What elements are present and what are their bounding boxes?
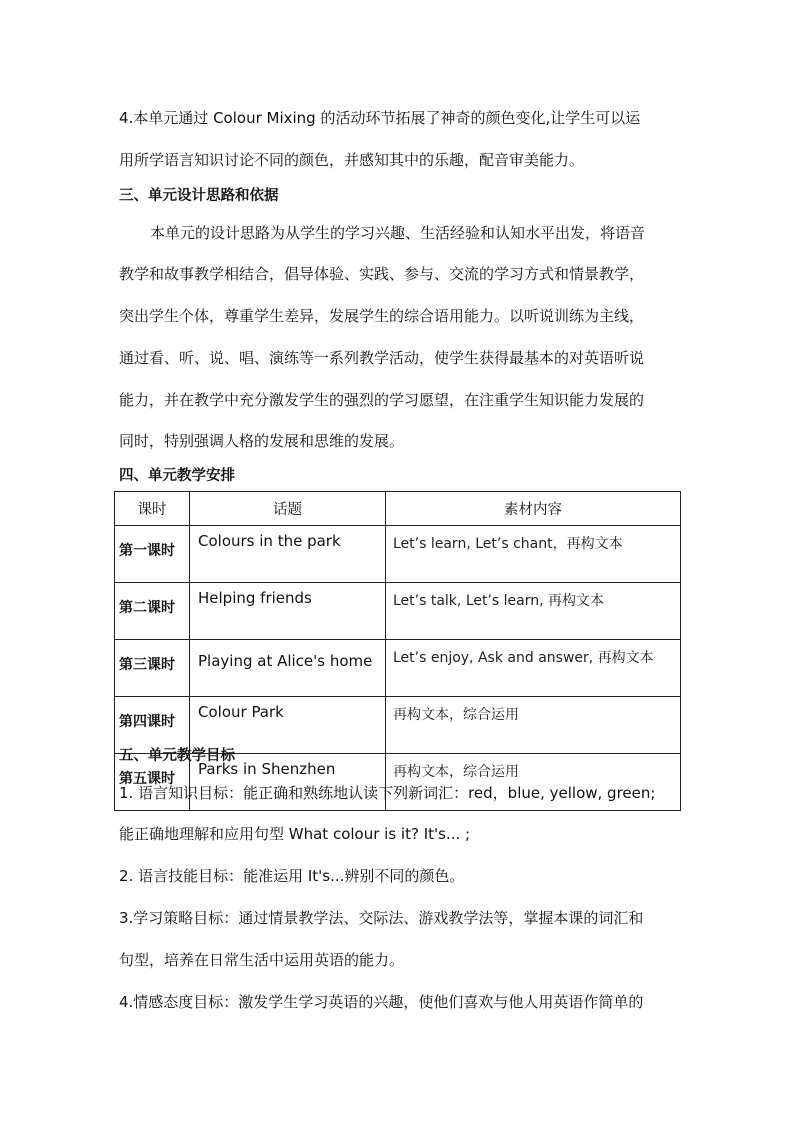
section-5-heading: 五、单元教学目标: [119, 748, 235, 764]
section-5-line-5: 句型，培养在日常生活中运用英语的能力。: [119, 951, 405, 969]
cell-material: 再构文本，综合运用: [386, 754, 681, 811]
cell-period: 第五课时: [115, 754, 190, 811]
cell-topic: Colour Park: [190, 697, 386, 754]
cell-topic: Colours in the park: [190, 526, 386, 583]
cell-material: Let’s learn, Let’s chant，再构文本: [386, 526, 681, 583]
cell-period: 第四课时: [115, 697, 190, 754]
section-5-line-2: 能正确地理解和应用句型 What colour is it? It's... ;: [119, 825, 471, 843]
section-5-line-6: 4.情感态度目标：激发学生学习英语的兴趣，使他们喜欢与他人用英语作简单的: [119, 993, 644, 1011]
cell-topic: Parks in Shenzhen: [190, 754, 386, 811]
table-header-row: [115, 492, 681, 526]
paragraph-4-line-1: 4.本单元通过 Colour Mixing 的活动环节拓展了神奇的颜色变化,让学生可以运: [119, 109, 641, 127]
section-3-line-1: 本单元的设计思路为从学生的学习兴趣、生活经验和认知水平出发，将语音: [150, 224, 646, 242]
table-row: [115, 583, 681, 640]
cell-topic: Playing at Alice's home: [190, 640, 386, 697]
section-4-heading: 四、单元教学安排: [119, 468, 235, 484]
header-material: 素材内容: [386, 492, 681, 526]
table-row: [115, 640, 681, 697]
section-5-line-1: 1. 语言知识目标：能正确和熟练地认读下列新词汇：red，blue, yellow, green;: [119, 784, 656, 802]
section-5-line-4: 3.学习策略目标：通过情景教学法、交际法、游戏教学法等，掌握本课的词汇和: [119, 909, 644, 927]
cell-topic: Helping friends: [190, 583, 386, 640]
section-5-line-3: 2. 语言技能目标：能准运用 It's...辨别不同的颜色。: [119, 867, 465, 885]
section-3-line-6: 同时，特别强调人格的发展和思维的发展。: [119, 432, 405, 450]
header-topic: 话题: [190, 492, 386, 526]
cell-period: 第三课时: [115, 640, 190, 697]
table-row: [115, 526, 681, 583]
cell-material: Let’s talk, Let’s learn, 再构文本: [386, 583, 681, 640]
section-3-line-5: 能力，并在教学中充分激发学生的强烈的学习愿望，在注重学生知识能力发展的: [119, 391, 645, 409]
section-3-line-2: 教学和故事教学相结合，倡导体验、实践、参与、交流的学习方式和情景教学，: [119, 265, 645, 283]
section-3-line-4: 通过看、听、说、唱、演练等一系列教学活动，使学生获得最基本的对英语听说: [119, 349, 645, 367]
table-row: [115, 697, 681, 754]
header-period: 课时: [115, 492, 190, 526]
section-3-line-3: 突出学生个体，尊重学生差异，发展学生的综合语用能力。以听说训练为主线，: [119, 307, 645, 325]
cell-period: 第二课时: [115, 583, 190, 640]
cell-material: Let’s enjoy, Ask and answer, 再构文本: [386, 640, 681, 697]
section-3-heading: 三、单元设计思路和依据: [119, 188, 279, 204]
cell-period: 第一课时: [115, 526, 190, 583]
paragraph-4-line-2: 用所学语言知识讨论不同的颜色，并感知其中的乐趣，配音审美能力。: [119, 151, 585, 169]
cell-material: 再构文本，综合运用: [386, 697, 681, 754]
